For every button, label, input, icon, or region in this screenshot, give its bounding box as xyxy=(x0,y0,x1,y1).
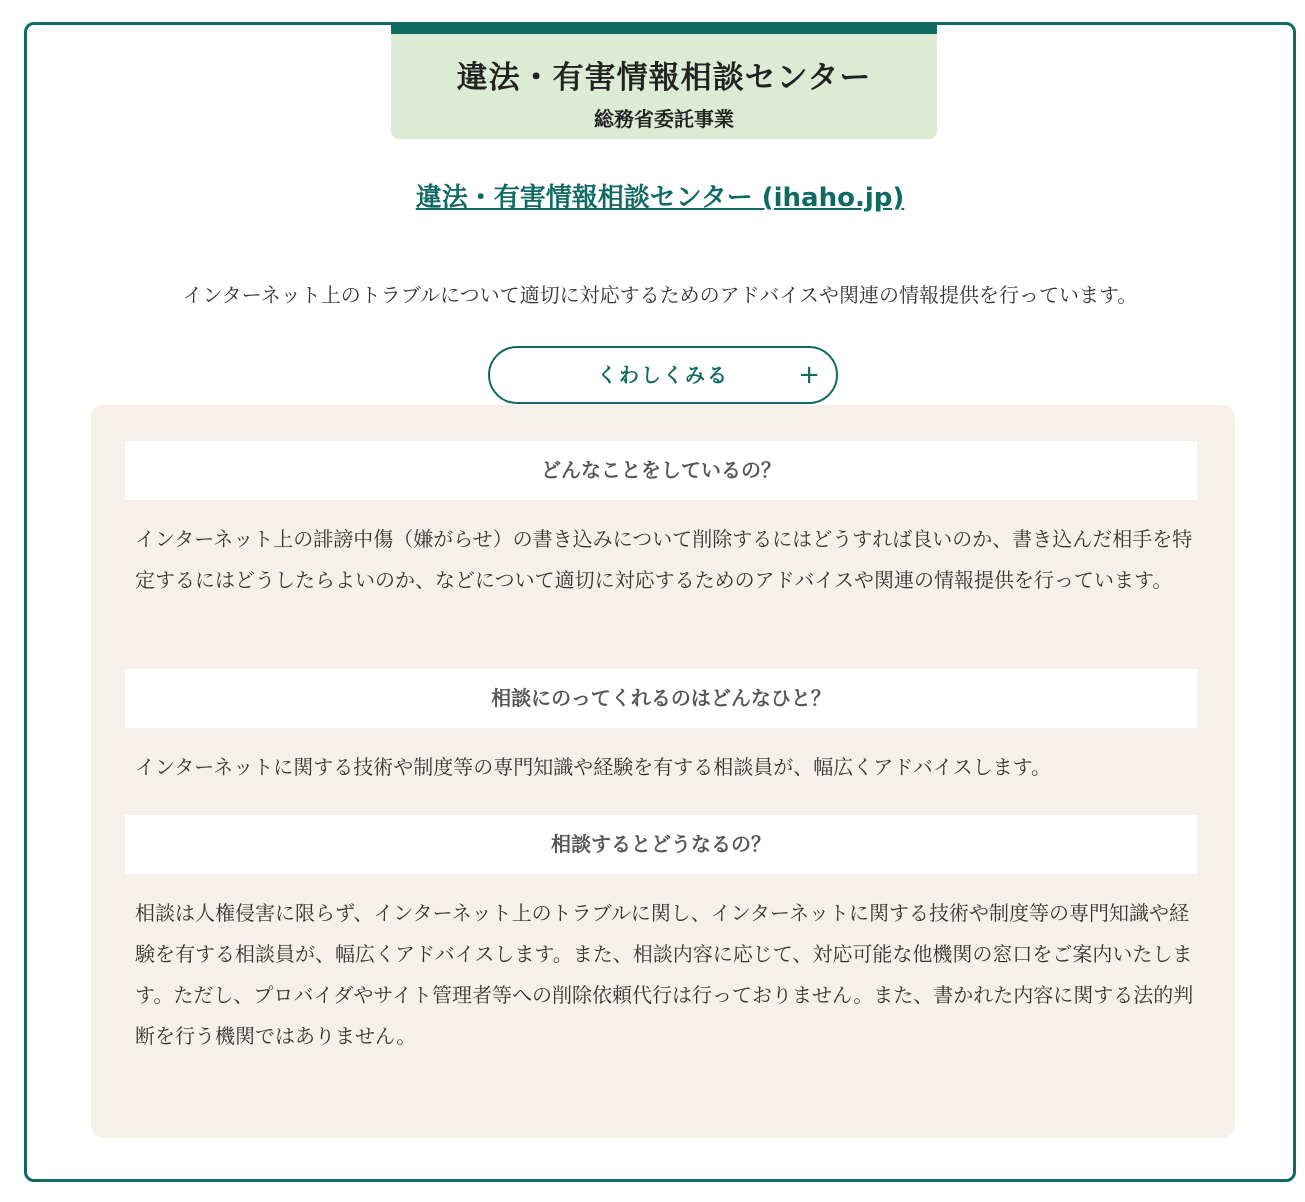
show-details-button[interactable] xyxy=(488,346,838,404)
answer-text-who: インターネットに関する技術や制度等の専門知識や経験を有する相談員が、幅広くアドバイスします。 xyxy=(135,755,1051,779)
details-panel xyxy=(91,405,1235,1138)
page-title: 違法・有害情報相談センター xyxy=(456,60,872,96)
answer-text-what: インターネット上の誹謗中傷（嫌がらせ）の書き込みについて削除するにはどうすれば良いのか、書き込んだ相手を特定するにはどうしたらよいのか、などについて適切に対応するためのアドバイスや関連の情報提供を行っています。 xyxy=(135,527,1193,592)
question-heading-what: どんなことをしているの？ xyxy=(125,441,1197,500)
answer-text-result: 相談は人権侵害に限らず、インターネット上のトラブルに関し、インターネットに関する技術や制度等の専門知識や経験を有する相談員が、幅広くアドバイスします。また、相談内容に応じて、対応可能な他機関の窓口をご案内いたします。ただし、プロバイダやサイト管理者等への削除依頼代行は行っておりません。また、書かれた内容に関する法的判断を行う機関ではありません。 xyxy=(135,901,1194,1048)
page-subtitle: 総務省委託事業 xyxy=(594,107,734,131)
info-card xyxy=(24,22,1296,1182)
plus-icon: + xyxy=(798,360,820,390)
question-heading-who: 相談にのってくれるのはどんなひと？ xyxy=(125,669,1197,728)
ihaho-site-link[interactable]: 違法・有害情報相談センター (ihaho.jp) xyxy=(415,183,905,213)
intro-text: インターネット上のトラブルについて適切に対応するためのアドバイスや関連の情報提供を行っています。 xyxy=(182,283,1138,307)
question-heading-result: 相談するとどうなるの？ xyxy=(125,815,1197,874)
title-tab xyxy=(391,22,937,139)
show-details-label: くわしくみる xyxy=(597,363,729,387)
